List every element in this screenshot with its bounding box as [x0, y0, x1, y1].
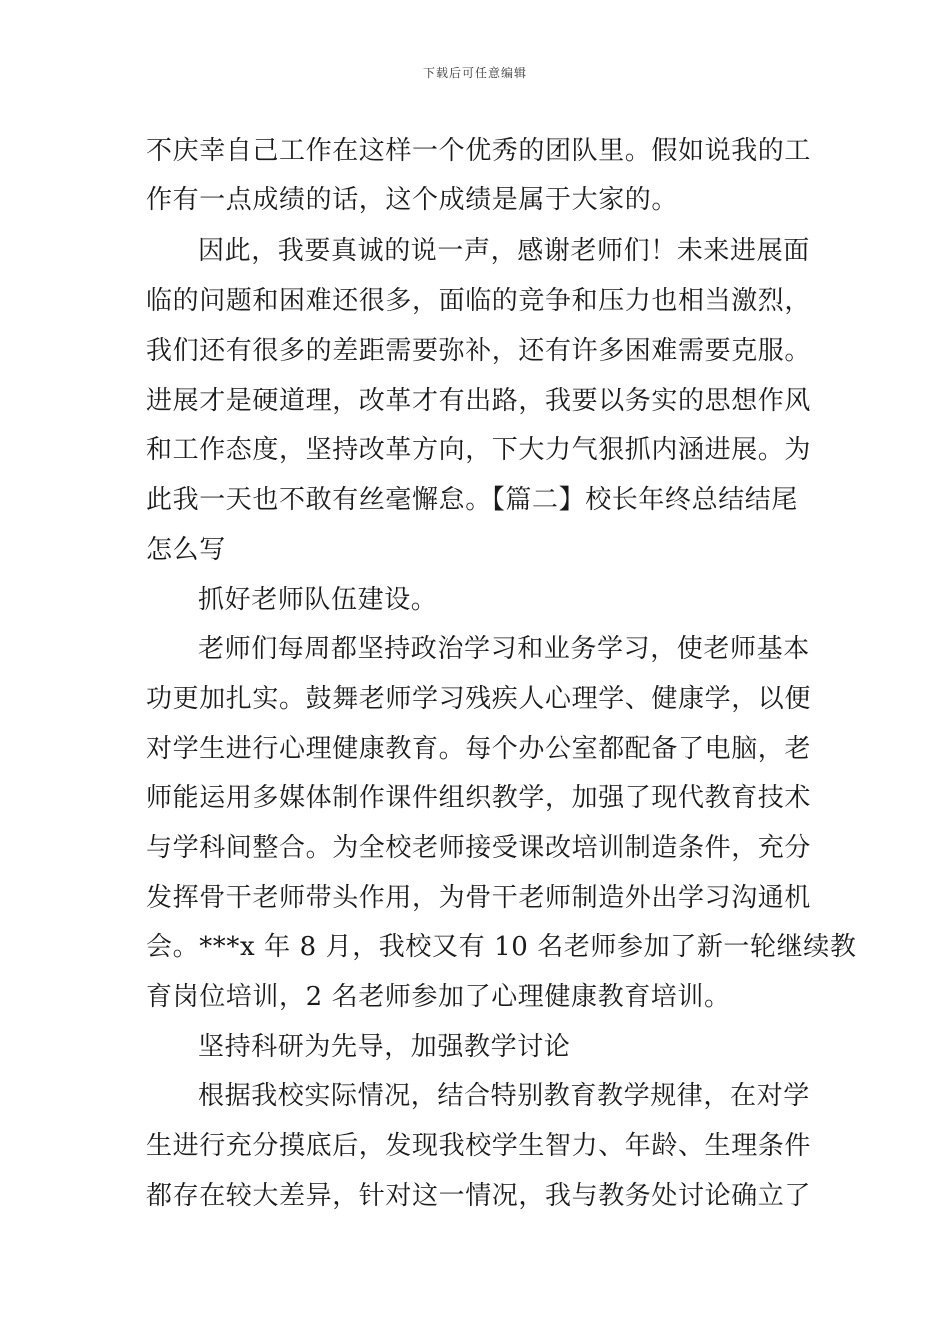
- paragraph-first-line: 老师们每周都坚持政治学习和业务学习，使老师基本: [198, 634, 810, 664]
- section-heading: 坚持科研为先导，加强教学讨论: [198, 1032, 571, 1062]
- text-line: 临的问题和困难还很多，面临的竞争和压力也相当激烈，: [146, 286, 812, 316]
- text-line: 师能运用多媒体制作课件组织教学，加强了现代教育技术: [146, 783, 812, 813]
- text-line: 功更加扎实。鼓舞老师学习残疾人心理学、健康学，以便: [146, 684, 812, 714]
- text-line: 生进行充分摸底后，发现我校学生智力、年龄、生理条件: [146, 1131, 812, 1161]
- text-line: 对学生进行心理健康教育。每个办公室都配备了电脑，老: [146, 734, 812, 764]
- text-line: 作有一点成绩的话，这个成绩是属于大家的。: [146, 185, 679, 215]
- text-line: 不庆幸自己工作在这样一个优秀的团队里。假如说我的工: [146, 136, 812, 166]
- text-line: 怎么写: [146, 535, 226, 565]
- text-line: 育岗位培训，2 名老师参加了心理健康教育培训。: [146, 982, 731, 1012]
- header-note: 下载后可任意编辑: [422, 66, 527, 80]
- paragraph-first-line: 根据我校实际情况，结合特别教育教学规律，在对学: [198, 1081, 810, 1111]
- text-line: 和工作态度，坚持改革方向，下大力气狠抓内涵进展。为: [146, 435, 812, 465]
- text-line: 都存在较大差异，针对这一情况，我与教务处讨论确立了: [146, 1181, 812, 1211]
- text-line: 与学科间整合。为全校老师接受课改培训制造条件，充分: [146, 833, 812, 863]
- text-line: 进展才是硬道理，改革才有出路，我要以务实的思想作风: [146, 386, 812, 416]
- text-line: 发挥骨干老师带头作用，为骨干老师制造外出学习沟通机: [146, 883, 812, 913]
- text-line: 我们还有很多的差距需要弥补，还有许多困难需要克服。: [146, 336, 812, 366]
- text-line: 此我一天也不敢有丝毫懈怠。【篇二】校长年终总结结尾: [146, 485, 799, 515]
- text-line: 会。***x 年 8 月，我校又有 10 名老师参加了新一轮继续教: [146, 932, 857, 962]
- section-heading: 抓好老师队伍建设。: [198, 585, 438, 615]
- paragraph-first-line: 因此，我要真诚的说一声，感谢老师们！未来进展面: [198, 236, 810, 266]
